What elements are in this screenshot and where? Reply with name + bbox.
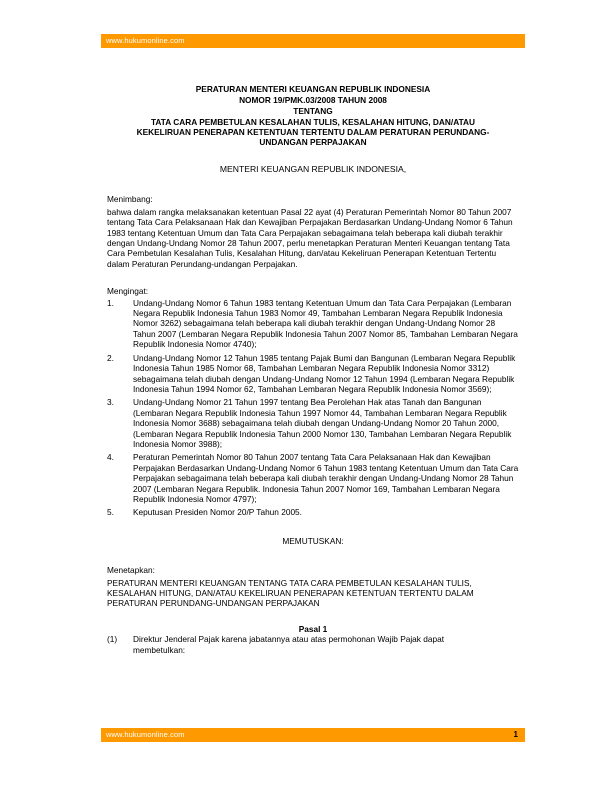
header-url[interactable]: www.hukumonline.com — [106, 36, 185, 45]
pasal-item-text: Direktur Jenderal Pajak karena jabatannya atau atas permohonan Wajib Pajak dapat membetulkan: — [133, 634, 445, 655]
pasal-1-heading: Pasal 1 — [298, 623, 328, 634]
list-text: Peraturan Pemerintah Nomor 80 Tahun 2007 tentang Tata Cara Pelaksanaan Hak dan Kewajiban Perpajakan Berdasarkan Undang-Undang Nomor 6 Tahun 1983 tentang Ketentuan Umum dan Tata Cara Perpajakan sebagaimana telah beberapa kali diubah terakhir dengan Undang-Undang Nomor 28 Tahun 2007 (Lembaran Negara Republik. Indonesia Tahun 2007 Nomor 169, Tambahan Lembaran Negara Republik Indonesia Nomor 4797); — [133, 452, 519, 504]
page-number: 1 — [513, 730, 518, 739]
document-title — [107, 84, 519, 147]
list-item — [107, 353, 519, 395]
pasal-item-number: (1) — [107, 634, 118, 645]
list-text: Undang-Undang Nomor 21 Tahun 1997 tentang Bea Perolehan Hak atas Tanah dan Bangunan (Lembaran Negara Republik Indonesia Tahun 1997 Nomor 44, Tambahan Lembaran Negara Republik Indonesia Nomor 3688) sebagaimana telah diubah dengan Undang-Undang Nomor 20 Tahun 2000, (Lembaran Negara Republik Indonesia Tahun 2000 Nomor 130, Tambahan Lembaran Negara Republik Indonesia Nomor 3988); — [133, 397, 512, 449]
list-item — [107, 397, 519, 449]
footer-bar — [101, 728, 525, 742]
mengingat-heading: Mengingat: — [107, 286, 149, 297]
menimbang-heading: Menimbang: — [107, 194, 153, 205]
list-number: 1. — [107, 297, 114, 308]
title-line-3: TENTANG — [293, 106, 333, 116]
title-line-5: KEKELIRUAN PENERAPAN KETENTUAN TERTENTU DALAM PERATURAN PERUNDANG- — [136, 127, 490, 137]
list-number: 4. — [107, 452, 114, 463]
list-item — [107, 298, 519, 350]
mengingat-list — [107, 298, 519, 518]
menetapkan-heading: Menetapkan: — [107, 565, 155, 576]
footer-url[interactable]: www.hukumonline.com — [106, 730, 185, 739]
list-text: Undang-Undang Nomor 12 Tahun 1985 tentang Pajak Bumi dan Bangunan (Lembaran Negara Republik Indonesia Tahun 1985 Nomor 68, Tambahan Lembaran Negara Republik Indonesia Nomor 3312) sebagaimana telah diubah dengan Undang-Undang Nomor 12 Tahun 1994 (Lembaran Negara Republik Indonesia Tahun 1994 Nomor 62, Tambahan Lembaran Negara Republik Indonesia Nomor 3569); — [133, 352, 516, 394]
title-line-2: NOMOR 19/PMK.03/2008 TAHUN 2008 — [239, 95, 387, 105]
title-line-1: PERATURAN MENTERI KEUANGAN REPUBLIK INDONESIA — [195, 84, 431, 94]
pasal-item — [107, 634, 519, 655]
header-bar — [101, 34, 525, 48]
list-text: Undang-Undang Nomor 6 Tahun 1983 tentang Ketentuan Umum dan Tata Cara Perpajakan (Lembaran Negara Republik Indonesia Tahun 1983 Nomor 49, Tambahan Lembaran Negara Republik Indonesia Nomor 3262) sebagaimana telah beberapa kali diubah terakhir dengan Undang-Undang Nomor 28 Tahun 2007 (Lembaran Negara Republik Indonesia Tahun 2007 Nomor 85, Tambahan Lembaran Negara Republik Indonesia Nomor 4740); — [133, 297, 518, 350]
title-line-4: TATA CARA PEMBETULAN KESALAHAN TULIS, KESALAHAN HITUNG, DAN/ATAU — [150, 117, 476, 127]
menimbang-text: bahwa dalam rangka melaksanakan ketentuan Pasal 22 ayat (4) Peraturan Pemerintah Nomor 80 Tahun 2007 tentang Tata Cara Pelaksanaan Hak dan Kewajiban Perpajakan Berdasarkan Undang-Undang Nomor 6 Tahun 1983 tentang Ketentuan Umum dan Tata Cara Perpajakan sebagaimana telah beberapa kali diubah terakhir dengan Undang-Undang Nomor 28 Tahun 2007, perlu menetapkan Peraturan Menteri Keuangan tentang Tata Cara Pembetulan Kesalahan Tulis, Kesalahan Hitung, dan/atau Kekeliruan Penerapan Ketentuan Tertentu dalam Peraturan Perundang-undangan Perpajakan. — [107, 206, 513, 269]
list-number: 5. — [107, 507, 114, 518]
list-number: 3. — [107, 397, 114, 408]
title-line-6: UNDANGAN PERPAJAKAN — [259, 137, 367, 147]
list-text: Keputusan Presiden Nomor 20/P Tahun 2005. — [133, 507, 302, 518]
memutuskan-heading: MEMUTUSKAN: — [282, 535, 344, 546]
menetapkan-text: PERATURAN MENTERI KEUANGAN TENTANG TATA CARA PEMBETULAN KESALAHAN TULIS, KESALAHAN HITUNG, DAN/ATAU KEKELIRUAN PENERAPAN KETENTUAN TERTENTU DALAM PERATURAN PERUNDANG-UNDANGAN PERPAJAKAN — [107, 577, 474, 609]
issuer: MENTERI KEUANGAN REPUBLIK INDONESIA, — [219, 164, 407, 174]
list-number: 2. — [107, 352, 114, 363]
list-item — [107, 452, 519, 504]
list-item — [107, 507, 519, 517]
document-body — [107, 84, 519, 658]
